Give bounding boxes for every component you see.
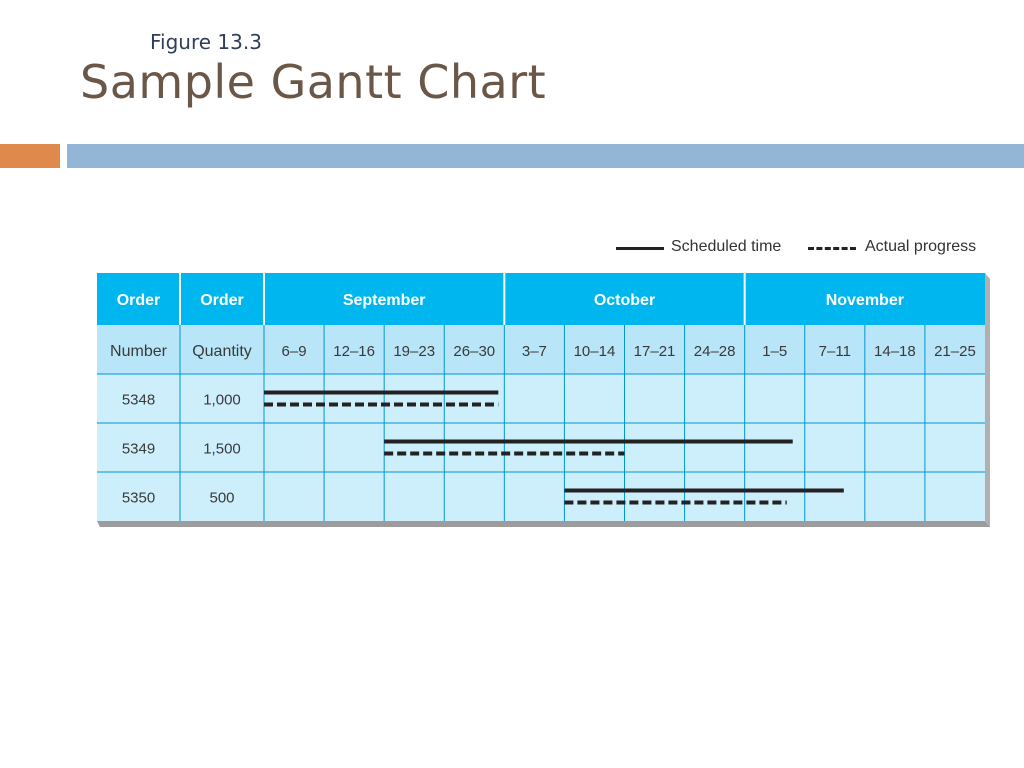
week-label: 19–23 <box>393 343 436 360</box>
week-label: 7–11 <box>818 343 851 360</box>
table-bottom-edge <box>97 521 990 527</box>
order-number-cell: 5349 <box>121 440 156 458</box>
month-label: October <box>593 292 656 309</box>
order-quantity-cell: 1,000 <box>203 391 241 409</box>
order-quantity-cell: 1,500 <box>203 440 241 458</box>
figure-label: Figure 13.3 <box>150 30 262 54</box>
week-label: 1–5 <box>762 343 788 360</box>
order-quantity-cell: 500 <box>209 489 235 507</box>
week-label: 26–30 <box>453 343 496 360</box>
week-label: 21–25 <box>934 343 976 360</box>
legend-scheduled-label: Scheduled time <box>671 238 782 255</box>
order-number-cell: 5350 <box>121 489 156 507</box>
month-label: November <box>825 292 904 309</box>
legend-actual-label: Actual progress <box>865 238 977 255</box>
week-label: 14–18 <box>874 343 916 360</box>
week-label: 6–9 <box>281 343 307 360</box>
week-label: 10–14 <box>573 343 616 360</box>
order-number-cell: 5348 <box>121 391 156 409</box>
month-label: September <box>342 292 426 309</box>
week-label: 3–7 <box>521 343 547 360</box>
order-number-header: Order <box>116 292 161 309</box>
week-label: 24–28 <box>693 343 736 360</box>
slide-title: Sample Gantt Chart <box>80 55 547 109</box>
week-label: 12–16 <box>333 343 375 360</box>
week-label: 17–21 <box>633 343 676 360</box>
order-quantity-header: Order <box>200 292 244 309</box>
order-quantity-subheader: Quantity <box>192 343 252 360</box>
table-right-edge <box>985 273 990 527</box>
order-number-subheader: Number <box>110 343 167 360</box>
